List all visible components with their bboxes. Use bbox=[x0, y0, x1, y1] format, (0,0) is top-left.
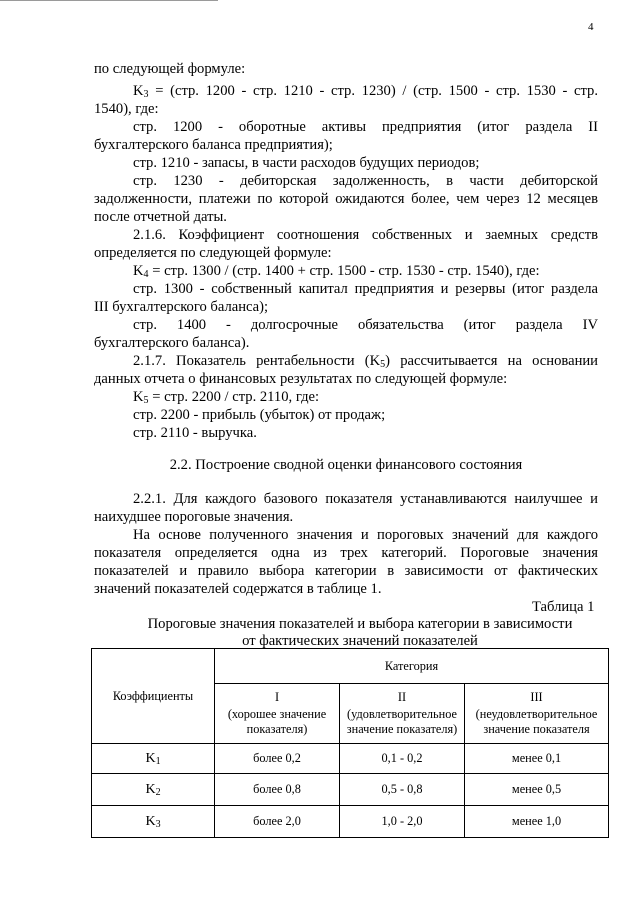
top-rule bbox=[0, 0, 218, 1]
table-row bbox=[92, 774, 609, 806]
value-unsatisfactory: менее 0,1 bbox=[465, 744, 609, 774]
k4-item1-line1: стр. 1300 - собственный капитал предприятия и резервы (итог раздела bbox=[133, 281, 598, 297]
section-221-line2: наихудшее пороговые значения. bbox=[94, 509, 294, 525]
k4-formula: $K_4$ = стр. 1300 / (стр. 1400 + стр. 1500 - стр. 1530 - стр. 1540), где: bbox=[133, 263, 540, 280]
k5-formula: $K_5$ = стр. 2200 / стр. 2110, где: bbox=[133, 389, 320, 406]
basis-line3: показателей и правило выбора категории в зависимости от фактических bbox=[94, 563, 598, 579]
k5-symbol: $K_5$ bbox=[133, 389, 149, 406]
k3-formula-line1: $K_3 = (стр$. 1200 - стр. 1210 - стр. 1230) / (стр. 1500 - стр. 1530 - стр. bbox=[133, 83, 598, 100]
k3-item3-line2: задолженности, платежи по которой ожидаются более, чем через 12 месяцев bbox=[94, 191, 598, 207]
thresholds-table bbox=[91, 648, 609, 838]
value-good: более 0,2 bbox=[215, 744, 340, 774]
value-satisfactory: 0,5 - 0,8 bbox=[340, 774, 465, 806]
value-good: более 2,0 bbox=[215, 806, 340, 838]
formula-intro: по следующей формуле: bbox=[94, 61, 246, 77]
section-221-line1: 2.2.1. Для каждого базового показателя устанавливаются наилучшее и bbox=[133, 491, 598, 507]
category-satisfactory: II (удовлетворительное значение показателя) bbox=[340, 684, 465, 744]
section-216-line2: определяется по следующей формуле: bbox=[94, 245, 332, 261]
table-caption-line2: от фактических значений показателей bbox=[242, 633, 478, 649]
table-label: Таблица 1 bbox=[532, 599, 595, 615]
k3-item3-line1: стр. 1230 - дебиторская задолженность, в части дебиторской bbox=[133, 173, 598, 189]
k3-item3-line3: после отчетной даты. bbox=[94, 209, 227, 225]
coefficient-k1: $K_1$ bbox=[92, 744, 215, 774]
category-unsatisfactory: III (неудовлетворительное значение показателя bbox=[465, 684, 609, 744]
value-satisfactory: 0,1 - 0,2 bbox=[340, 744, 465, 774]
k5-item2: стр. 2110 - выручка. bbox=[133, 425, 257, 441]
section-217-line2: данных отчета о финансовых результатах по следующей формуле: bbox=[94, 371, 508, 387]
basis-line4: значений показателей содержатся в таблице 1. bbox=[94, 581, 382, 597]
section-216-line1: 2.1.6. Коэффициент соотношения собственных и заемных средств bbox=[133, 227, 598, 243]
k5-item1: стр. 2200 - прибыль (убыток) от продаж; bbox=[133, 407, 386, 423]
table-row bbox=[92, 806, 609, 838]
k4-symbol: $K_4$ bbox=[133, 263, 149, 280]
value-unsatisfactory: менее 1,0 bbox=[465, 806, 609, 838]
k3-formula-line2: 1540), где: bbox=[94, 101, 159, 117]
value-good: более 0,8 bbox=[215, 774, 340, 806]
coefficient-k2: $K_2$ bbox=[92, 774, 215, 806]
k3-item2: стр. 1210 - запасы, в части расходов будущих периодов; bbox=[133, 155, 480, 171]
value-satisfactory: 1,0 - 2,0 bbox=[340, 806, 465, 838]
section-217-line1: 2.1.7. Показатель рентабельности $(K_5)$ рассчитывается на основании bbox=[133, 353, 598, 370]
table-caption-line1: Пороговые значения показателей и выбора категории в зависимости bbox=[147, 616, 573, 632]
k4-item1-line2: III бухгалтерского баланса); bbox=[94, 299, 269, 315]
coefficient-k3: $K_3$ bbox=[92, 806, 215, 838]
k4-item2-line1: стр. 1400 - долгосрочные обязательства (итог раздела IV bbox=[133, 317, 598, 333]
header-coefficients: Коэффициенты bbox=[92, 649, 215, 744]
k3-item1-line2: бухгалтерского баланса предприятия); bbox=[94, 137, 333, 153]
k3-item1-line1: стр. 1200 - оборотные активы предприятия (итог раздела II bbox=[133, 119, 598, 135]
value-unsatisfactory: менее 0,5 bbox=[465, 774, 609, 806]
section-22-title: 2.2. Построение сводной оценки финансового состояния bbox=[169, 457, 523, 473]
category-good: I (хорошее значение показателя) bbox=[215, 684, 340, 744]
page-number: 4 bbox=[588, 21, 594, 33]
table-row bbox=[92, 744, 609, 774]
header-category: Категория bbox=[215, 649, 609, 684]
basis-line1: На основе полученного значения и пороговых значений для каждого bbox=[133, 527, 598, 543]
k4-item2-line2: бухгалтерского баланса). bbox=[94, 335, 250, 351]
table-header-row bbox=[92, 649, 609, 684]
k3-symbol: $K_3$ bbox=[133, 83, 149, 100]
basis-line2: показателя определяется одна из трех категорий. Пороговые значения bbox=[94, 545, 598, 561]
